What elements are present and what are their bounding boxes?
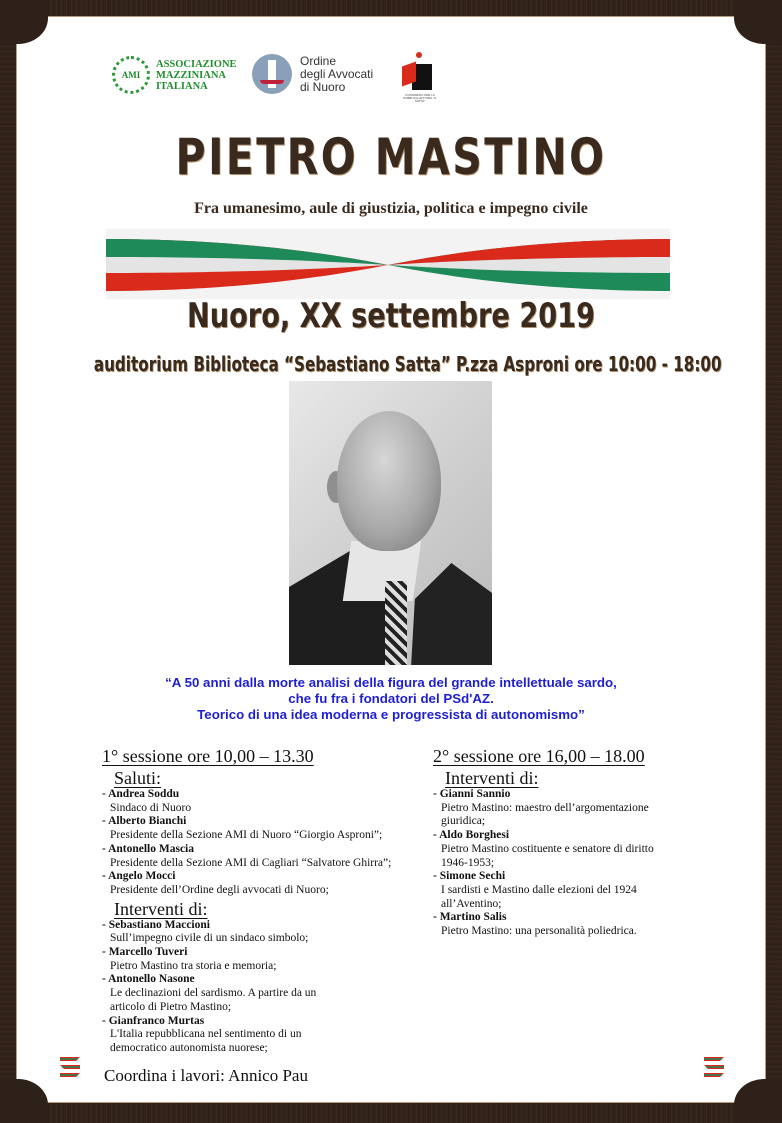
page-title: PIETRO MASTINO bbox=[175, 128, 607, 186]
session-2-title: 2° sessione ore 16,00 – 18.00 bbox=[433, 746, 645, 766]
saluti-title: Saluti: bbox=[114, 768, 162, 788]
speaker-name: - Antonello Nasone bbox=[102, 973, 195, 986]
speaker-name: - Gianfranco Murtas bbox=[102, 1014, 205, 1027]
consorzio-dot-icon bbox=[416, 52, 422, 58]
speaker-role: Presidente della Sezione AMI di Nuoro “Giorgio Asproni”; bbox=[110, 829, 383, 842]
ordine-line: degli Avvocati bbox=[300, 66, 374, 81]
speaker-role: I sardisti e Mastino dalle elezioni del 1924 bbox=[441, 883, 637, 896]
frame-top bbox=[20, 0, 762, 17]
speaker-name: - Angelo Mocci bbox=[102, 870, 176, 883]
speaker-item bbox=[102, 1015, 432, 1056]
speaker-item bbox=[102, 946, 432, 973]
tricolor-ribbon-icon bbox=[56, 1053, 84, 1081]
speaker-name: - Alberto Bianchi bbox=[102, 815, 187, 828]
ordine-emblem-icon bbox=[252, 54, 292, 94]
event-date: Nuoro, XX settembre 2019 bbox=[186, 296, 596, 336]
session-1-title: 1° sessione ore 10,00 – 13.30 bbox=[102, 746, 314, 766]
page-subtitle: Fra umanesimo, aule di giustizia, politica e impegno civile bbox=[194, 200, 588, 217]
ordine-name bbox=[300, 55, 373, 94]
tricolor-ribbon-image bbox=[106, 229, 670, 299]
interventi-title: Interventi di: bbox=[445, 768, 539, 788]
coordinator: Coordina i lavori: Annico Pau bbox=[104, 1066, 308, 1085]
speaker-role: Pietro Mastino: una personalità poliedrica. bbox=[441, 925, 637, 938]
ami-name bbox=[156, 59, 237, 92]
consorzio-logo bbox=[398, 52, 438, 102]
quote-line: “A 50 anni dalla morte analisi della figura del grande intellettuale sardo, bbox=[165, 675, 617, 690]
speaker-item bbox=[102, 919, 432, 946]
speaker-name: - Aldo Borghesi bbox=[433, 829, 510, 842]
ami-line: MAZZINIANA bbox=[156, 69, 227, 81]
ribbon-icon bbox=[106, 229, 670, 299]
ami-emblem-text: AMI bbox=[121, 70, 141, 80]
speaker-role: Le declinazioni del sardismo. A partire da un bbox=[110, 987, 317, 1000]
sponsor-logos bbox=[112, 52, 452, 107]
speaker-name: - Simone Sechi bbox=[433, 870, 506, 883]
speaker-item bbox=[102, 973, 432, 1014]
speaker-name: - Marcello Tuveri bbox=[102, 946, 188, 959]
speaker-role: democratico autonomista nuorese; bbox=[110, 1041, 268, 1054]
speaker-name: - Gianni Sannio bbox=[433, 788, 511, 800]
ordine-line: Ordine bbox=[300, 53, 337, 68]
event-venue: auditorium Biblioteca “Sebastiano Satta” P.zza Asproni ore 10:00 - 18:00 bbox=[93, 352, 722, 376]
speaker-role: 1946-1953; bbox=[441, 856, 495, 869]
ami-line: ITALIANA bbox=[156, 80, 208, 92]
frame-corner bbox=[734, 0, 782, 44]
speaker-item bbox=[433, 788, 723, 829]
speaker-role: articolo di Pietro Mastino; bbox=[110, 1000, 232, 1013]
speaker-item bbox=[102, 870, 432, 897]
portrait-photo bbox=[289, 381, 492, 665]
speaker-item bbox=[102, 843, 432, 870]
tricolor-ribbon-icon bbox=[700, 1053, 728, 1081]
ordine-avvocati-logo bbox=[252, 54, 373, 94]
speaker-name: - Andrea Soddu bbox=[102, 788, 180, 800]
speaker-role: Presidente dell’Ordine degli avvocati di Nuoro; bbox=[110, 883, 329, 896]
frame-right bbox=[765, 20, 782, 1103]
frame-left bbox=[0, 20, 17, 1103]
ordine-line: di Nuoro bbox=[300, 79, 346, 94]
frame-bottom bbox=[20, 1102, 762, 1123]
speaker-role: Pietro Mastino: maestro dell’argomentazione bbox=[441, 801, 649, 814]
quote-line: che fu fra i fondatori del PSd'AZ. bbox=[288, 691, 494, 706]
speaker-role: L'Italia repubblicana nel sentimento di un bbox=[110, 1028, 302, 1041]
speaker-name: - Sebastiano Maccioni bbox=[102, 918, 210, 931]
quote-line: Teorico di una idea moderna e progressista di autonomismo” bbox=[197, 707, 585, 722]
speaker-item bbox=[102, 815, 432, 842]
speaker-role: giuridica; bbox=[441, 815, 486, 828]
session-1 bbox=[102, 746, 432, 1056]
speaker-role: Pietro Mastino costituente e senatore di diritto bbox=[441, 842, 654, 855]
frame-corner bbox=[0, 0, 48, 44]
speaker-role: Sindaco di Nuoro bbox=[110, 801, 192, 814]
speaker-role: Pietro Mastino tra storia e memoria; bbox=[110, 959, 277, 972]
portrait-head bbox=[337, 411, 441, 551]
speaker-name: - Antonello Mascia bbox=[102, 842, 194, 855]
speaker-item bbox=[433, 911, 723, 938]
speaker-item bbox=[102, 788, 432, 815]
speaker-role: all’Aventino; bbox=[441, 897, 502, 910]
speaker-name: - Martino Salis bbox=[433, 911, 507, 924]
speaker-item bbox=[433, 829, 723, 870]
ami-line: ASSOCIAZIONE bbox=[156, 58, 237, 70]
speaker-role: Sull’impegno civile di un sindaco simbolo; bbox=[110, 932, 309, 945]
session-2 bbox=[433, 746, 723, 939]
interventi-title: Interventi di: bbox=[114, 898, 208, 919]
consorzio-caption: CONSORZIO PER LA PUBBLICA LETTURA "S. SATTA" bbox=[403, 93, 437, 103]
event-quote bbox=[0, 675, 782, 723]
ami-logo bbox=[112, 56, 237, 94]
frame-corner bbox=[734, 1079, 782, 1123]
ami-wreath-icon bbox=[112, 56, 150, 94]
frame-corner bbox=[0, 1079, 48, 1123]
speaker-role: Presidente della Sezione AMI di Cagliari “Salvatore Ghirra”; bbox=[110, 856, 392, 869]
speaker-item bbox=[433, 870, 723, 911]
portrait-tie bbox=[385, 581, 407, 665]
